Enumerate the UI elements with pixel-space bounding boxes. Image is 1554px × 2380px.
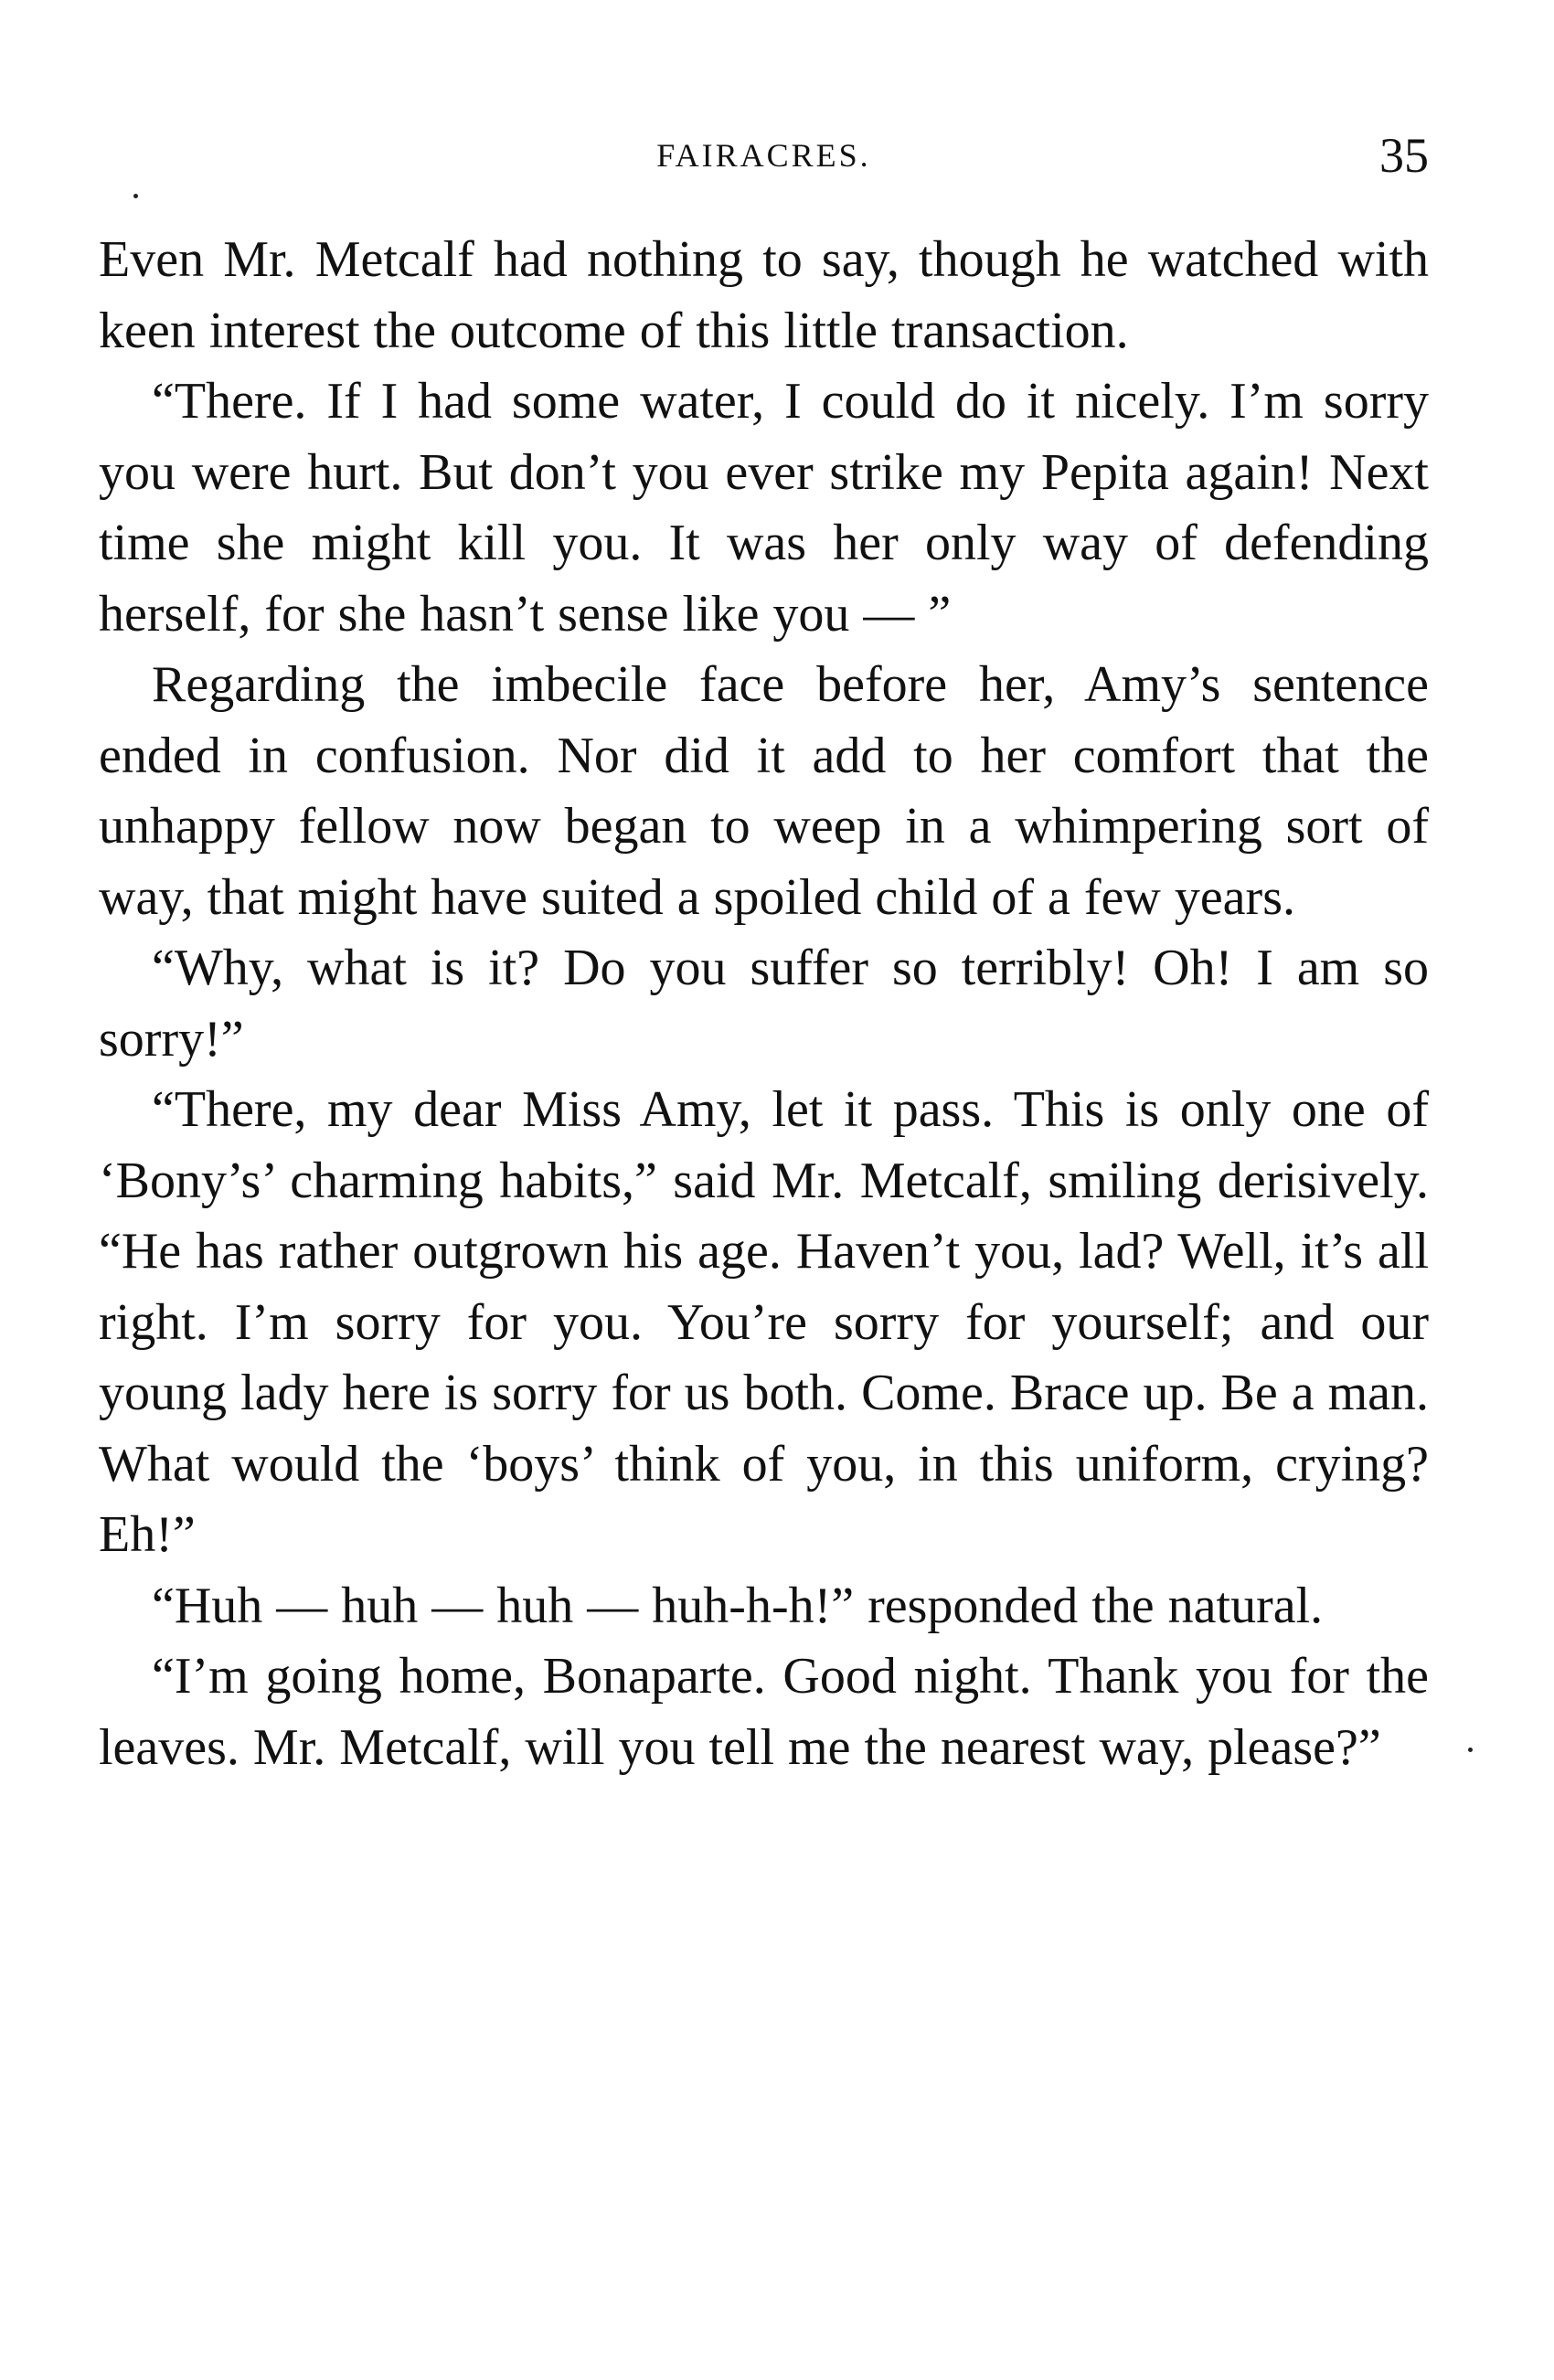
paragraph: Regarding the imbecile face before her, Amy’s sentence ended in confusion. Nor did it add to her comfort that the unhappy fellow now began to weep in a whimpering sort of way, that might have suited a spoiled child of a few years. xyxy=(99,656,1429,926)
paragraph: “Why, what is it? Do you suffer so terribly! Oh! I am so sorry!” xyxy=(99,940,1429,1068)
print-speck xyxy=(1468,1748,1473,1752)
paragraph: Even Mr. Metcalf had nothing to say, though he watched with keen interest the outcome of this little transaction. xyxy=(99,231,1429,359)
body-text xyxy=(99,225,1429,1783)
print-speck xyxy=(133,194,138,198)
paragraph: “There, my dear Miss Amy, let it pass. This is only one of ‘Bony’s’ charming habits,” said Mr. Metcalf, smiling derisively. “He has rather outgrown his age. Haven’t you, lad? Well, it’s all right. I’m sorry for you. You’re sorry for yourself; and our young lady here is sorry for us both. Come. Brace up. Be a man. What would the ‘boys’ think of you, in this uniform, crying? Eh!” xyxy=(99,1081,1429,1563)
running-title: FAIRACRES. xyxy=(656,137,871,174)
running-head xyxy=(99,128,1429,183)
page-number: 35 xyxy=(1379,128,1429,183)
paragraph: “I’m going home, Bonaparte. Good night. Thank you for the leaves. Mr. Metcalf, will you tell me the nearest way, please?” xyxy=(99,1648,1429,1776)
paragraph: “Huh — huh — huh — huh-h-h!” responded the natural. xyxy=(152,1577,1324,1634)
paragraph: “There. If I had some water, I could do it nicely. I’m sorry you were hurt. But don’t you ever strike my Pepita again! Next time she might kill you. It was her only way of defending herself, for she hasn’t sense like you — ” xyxy=(99,373,1429,643)
